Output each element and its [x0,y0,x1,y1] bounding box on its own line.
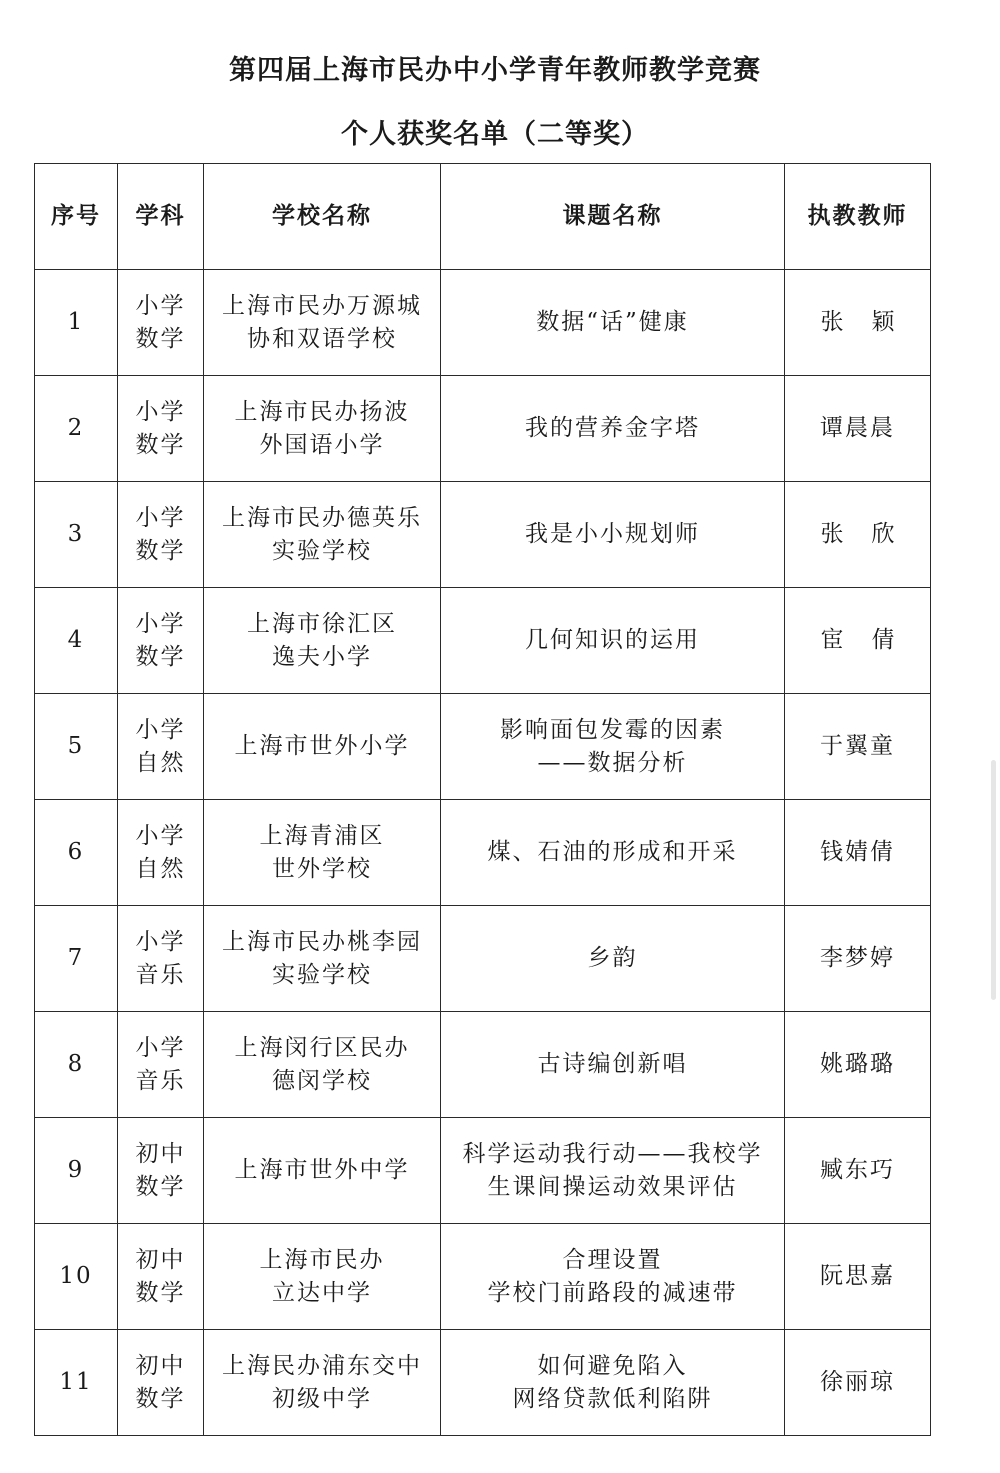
teacher-cell [785,800,931,906]
school-line: 协和双语学校 [247,325,397,352]
subject-line: 小学 [135,398,186,425]
school-line: 上海市民办德英乐 [222,504,422,531]
school-line: 德闵学校 [272,1067,372,1094]
teacher-name: 张欣 [820,521,923,547]
school-cell [204,800,441,906]
teacher-name: 徐丽琼 [820,1369,895,1395]
topic-line: 影响面包发霉的因素 [500,716,725,743]
teacher-name: 阮思嘉 [820,1263,895,1289]
row-number-cell: 7 [35,906,118,1012]
teacher-cell [785,588,931,694]
teacher-cell [785,376,931,482]
school-line: 外国语小学 [259,431,385,458]
subject-cell [118,376,204,482]
topic-cell [441,800,785,906]
subject-line: 数学 [135,1279,186,1306]
topic-cell [441,694,785,800]
subject-cell [118,1224,204,1330]
topic-line: 数据“话”健康 [536,309,689,335]
topic-line: 煤、石油的形成和开采 [487,839,738,865]
table-row [35,694,931,800]
teacher-name: 钱婧倩 [820,839,895,865]
teacher-name: 张颖 [820,309,923,335]
topic-line: ——数据分析 [537,749,688,776]
row-number-cell: 1 [35,270,118,376]
topic-line: 乡韵 [587,945,638,971]
document-subtitle: 个人获奖名单（二等奖） [341,119,649,150]
topic-cell [441,588,785,694]
school-cell [204,1118,441,1224]
row-number-cell: 2 [35,376,118,482]
subject-line: 音乐 [135,1067,186,1094]
table-row [35,270,931,376]
subject-cell [118,1118,204,1224]
subject-line: 数学 [135,431,186,458]
school-line: 逸夫小学 [272,643,372,670]
teacher-cell [785,270,931,376]
subject-line: 小学 [135,1034,186,1061]
subject-line: 数学 [135,643,186,670]
subject-line: 小学 [135,292,186,319]
table-row [35,906,931,1012]
topic-cell [441,1012,785,1118]
school-line: 实验学校 [272,537,372,564]
column-header-topic: 课题名称 [441,164,785,270]
topic-cell [441,1224,785,1330]
school-line: 上海市徐汇区 [247,610,397,637]
school-cell [204,1224,441,1330]
row-number-cell: 3 [35,482,118,588]
subject-line: 自然 [135,749,186,776]
subject-line: 小学 [135,928,186,955]
subject-cell [118,906,204,1012]
subject-line: 初中 [135,1246,186,1273]
topic-line: 学校门前路段的减速带 [487,1279,738,1306]
school-cell [204,1012,441,1118]
subject-line: 初中 [135,1352,186,1379]
subject-line: 小学 [135,822,186,849]
subject-cell [118,482,204,588]
row-number-cell: 4 [35,588,118,694]
school-line: 立达中学 [272,1279,372,1306]
school-cell [204,482,441,588]
subject-cell [118,694,204,800]
row-number-cell: 5 [35,694,118,800]
table-row [35,1330,931,1436]
row-number-cell: 6 [35,800,118,906]
school-cell [204,906,441,1012]
teacher-name: 宦倩 [820,627,923,653]
topic-line: 生课间操运动效果评估 [487,1173,738,1200]
school-line: 上海市民办 [259,1246,385,1273]
teacher-cell [785,482,931,588]
teacher-cell [785,1118,931,1224]
column-header-subject: 学科 [118,164,204,270]
subject-cell [118,800,204,906]
subject-line: 小学 [135,504,186,531]
document-title: 第四届上海市民办中小学青年教师教学竞赛 [229,55,761,86]
topic-line: 合理设置 [562,1246,663,1273]
teacher-name: 姚璐璐 [820,1051,895,1077]
subject-cell [118,1330,204,1436]
subject-cell [118,1012,204,1118]
table-row [35,1012,931,1118]
teacher-name: 李梦婷 [820,945,895,971]
subject-line: 音乐 [135,961,186,988]
topic-line: 几何知识的运用 [525,627,700,653]
topic-cell [441,906,785,1012]
topic-line: 古诗编创新唱 [537,1051,688,1077]
column-header-school: 学校名称 [204,164,441,270]
subject-line: 自然 [135,855,186,882]
teacher-name: 臧东巧 [820,1157,895,1183]
topic-line: 如何避免陷入 [537,1352,688,1379]
school-line: 实验学校 [272,961,372,988]
school-line: 初级中学 [272,1385,372,1412]
table-row [35,1118,931,1224]
school-cell [204,270,441,376]
teacher-cell [785,1012,931,1118]
school-line: 上海市民办扬波 [234,398,410,425]
school-line: 上海市民办桃李园 [222,928,422,955]
school-line: 上海市民办万源城 [222,292,422,319]
teacher-cell [785,906,931,1012]
subject-line: 数学 [135,1385,186,1412]
teacher-cell [785,694,931,800]
scrollbar[interactable] [991,760,996,1000]
table-row [35,800,931,906]
subject-cell [118,588,204,694]
topic-cell [441,376,785,482]
subject-line: 小学 [135,610,186,637]
table-row [35,376,931,482]
subject-cell [118,270,204,376]
column-header-teacher: 执教教师 [785,164,931,270]
subject-line: 小学 [135,716,186,743]
school-line: 上海市世外中学 [234,1157,410,1183]
teacher-name: 于翼童 [820,733,895,759]
topic-line: 科学运动我行动——我校学 [462,1140,763,1167]
subject-line: 数学 [135,325,186,352]
table-header-row [35,164,931,270]
topic-cell [441,270,785,376]
school-line: 世外学校 [272,855,372,882]
teacher-cell [785,1330,931,1436]
school-line: 上海市世外小学 [234,733,410,759]
topic-line: 我的营养金字塔 [525,415,700,441]
school-line: 上海闵行区民办 [234,1034,410,1061]
column-header-no: 序号 [35,164,118,270]
table-row [35,1224,931,1330]
row-number-cell: 11 [35,1330,118,1436]
topic-cell [441,482,785,588]
table-row [35,482,931,588]
school-cell [204,1330,441,1436]
topic-line: 我是小小规划师 [525,521,700,547]
teacher-name: 谭晨晨 [820,415,895,441]
teacher-cell [785,1224,931,1330]
school-cell [204,588,441,694]
school-line: 上海民办浦东交中 [222,1352,422,1379]
row-number-cell: 9 [35,1118,118,1224]
school-line: 上海青浦区 [259,822,385,849]
row-number-cell: 8 [35,1012,118,1118]
subject-line: 数学 [135,537,186,564]
subject-line: 初中 [135,1140,186,1167]
school-cell [204,694,441,800]
row-number-cell: 10 [35,1224,118,1330]
topic-cell [441,1118,785,1224]
award-table [34,163,931,1436]
school-cell [204,376,441,482]
table-body [35,270,931,1436]
table-row [35,588,931,694]
topic-cell [441,1330,785,1436]
topic-line: 网络贷款低利陷阱 [512,1385,713,1412]
subject-line: 数学 [135,1173,186,1200]
